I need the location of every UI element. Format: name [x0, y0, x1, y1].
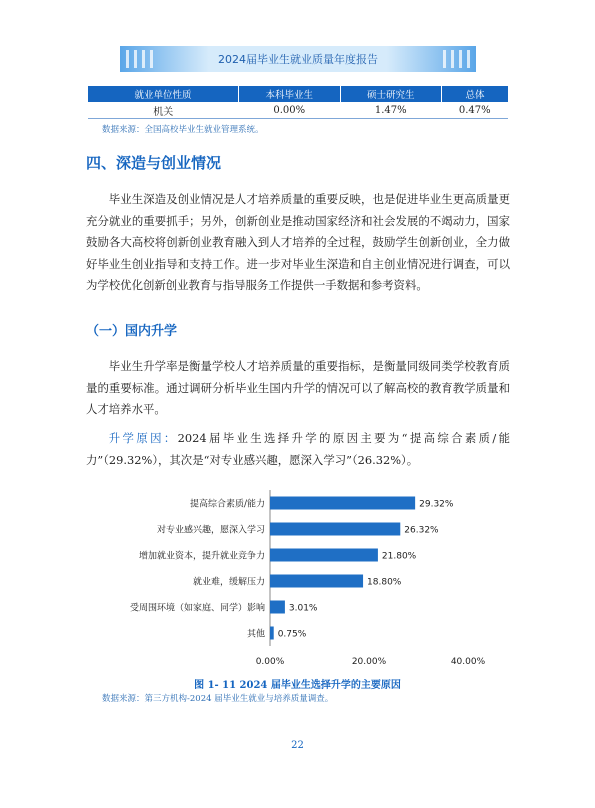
reasons-bar-chart	[90, 482, 510, 667]
reason-text: 2024届毕业生选择升学的原因主要为“提高综合素质/能力”（29.32%），其次是“对专业感兴趣，愿深入学习”（26.32%）。	[86, 431, 510, 467]
value-label: 21.80%	[381, 551, 417, 562]
value-label: 3.01%	[288, 603, 318, 614]
subsection-paragraph: 毕业生升学率是衡量学校人才培养质量的重要指标，是衡量同级同类学校教育质量的重要标准。通过调研分析毕业生国内升学的情况可以了解高校的教育教学质量和人才培养水平。	[86, 359, 510, 416]
bar	[270, 497, 415, 510]
bar	[270, 627, 274, 640]
value-label: 29.32%	[419, 499, 454, 510]
header-banner	[120, 46, 476, 72]
value-label: 26.32%	[404, 525, 439, 536]
category-label: 其他	[246, 629, 265, 640]
table-row	[88, 102, 508, 119]
category-label: 提高综合素质/能力	[189, 499, 265, 510]
bar	[270, 575, 363, 588]
table-header-cell: 硕士研究生	[340, 86, 442, 102]
table-cell: 1.47%	[340, 102, 442, 119]
value-label: 18.80%	[367, 577, 402, 588]
table-cell: 0.00%	[239, 102, 341, 119]
page-number: 22	[291, 740, 304, 751]
subsection-heading: （一）国内升学	[86, 324, 178, 339]
value-label: 0.75%	[277, 629, 307, 640]
bar	[270, 601, 285, 614]
table-header-row	[88, 86, 508, 102]
category-label: 受周围环境（如家庭、同学）影响	[129, 603, 265, 614]
table-source: 数据来源：全国高校毕业生就业管理系统。	[102, 125, 264, 135]
reason-label: 升学原因：	[108, 431, 178, 445]
bar	[270, 523, 400, 536]
section-heading: 四、深造与创业情况	[86, 154, 222, 172]
bar	[270, 549, 378, 562]
reason-paragraph	[86, 428, 510, 471]
figure-source: 数据来源：第三方机构-2024 届毕业生就业与培养质量调查。	[102, 694, 334, 704]
employer-type-table	[88, 86, 508, 119]
category-label: 增加就业资本，提升就业竞争力	[138, 551, 265, 562]
header-title: 2024届毕业生就业质量年度报告	[218, 53, 378, 66]
x-tick-label: 40.00%	[450, 657, 486, 667]
figure-caption: 图 1- 11 2024 届毕业生选择升学的主要原因	[194, 680, 401, 691]
x-tick-label: 20.00%	[351, 657, 387, 667]
table-cell: 0.47%	[442, 102, 509, 119]
table-header-cell: 总体	[442, 86, 509, 102]
category-label: 对专业感兴趣，愿深入学习	[156, 525, 265, 536]
category-label: 就业难，缓解压力	[192, 577, 265, 588]
table-cell: 机关	[88, 102, 239, 119]
x-tick-label: 0.00%	[255, 657, 285, 667]
table-header-cell: 就业单位性质	[88, 86, 239, 102]
table-header-cell: 本科毕业生	[239, 86, 341, 102]
section-intro-paragraph: 毕业生深造及创业情况是人才培养质量的重要反映，也是促进毕业生更高质量更充分就业的重要抓手；另外，创新创业是推动国家经济和社会发展的不竭动力，国家鼓励各大高校将创新创业教育融入到人才培养的全过程，鼓励学生创新创业，全力做好毕业生创业指导和支持工作。进一步对毕业生深造和自主创业情况进行调查，可以为学校优化创新创业教育与指导服务工作提供一手数据和参考资料。	[86, 192, 510, 292]
